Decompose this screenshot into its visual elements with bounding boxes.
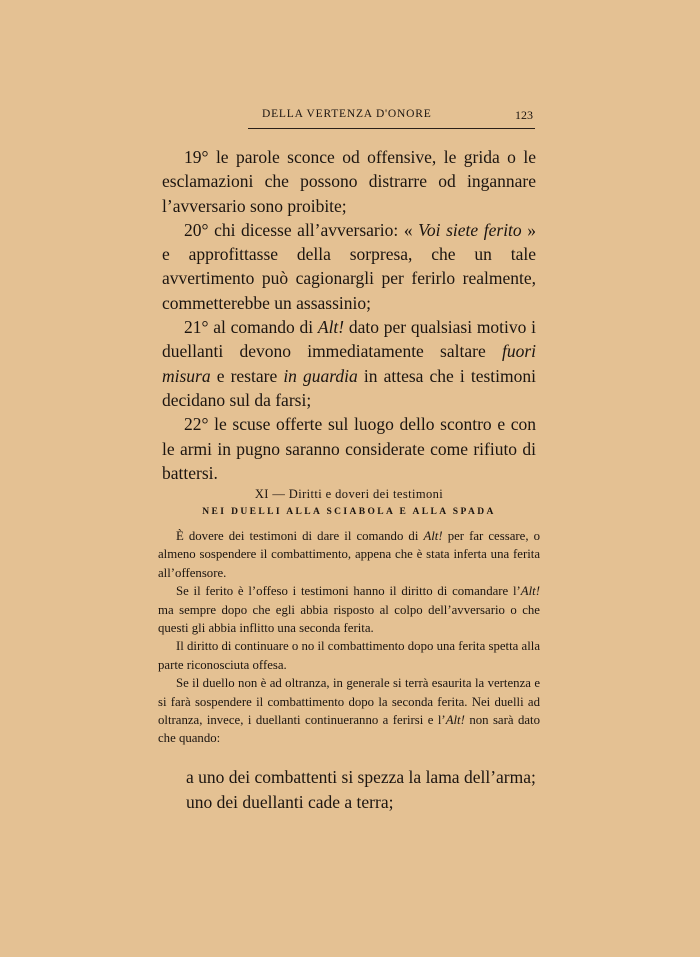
paragraph: Il diritto di continuare o no il combattimento dopo una ferita spetta alla parte riconosciuta offesa.: [158, 639, 540, 672]
rule-number: 19°: [184, 147, 209, 167]
rule-21: 21° al comando di Alt! dato per qualsiasi motivo i duellanti devono immediatamente saltare fuori misura e restare in guardia in attesa che i testimoni decidano sul da farsi;: [162, 317, 537, 410]
list-item: a uno dei combattenti si spezza la lama dell’arma;: [186, 767, 536, 787]
section-title: XI — Diritti e doveri dei testimoni: [254, 487, 444, 501]
condition-list: [186, 765, 546, 815]
rule-22: 22° le scuse offerte sul luogo dello scontro e con le armi in pugno saranno considerate come rifiuto di battersi.: [162, 414, 536, 483]
rules-list: [162, 145, 536, 485]
running-header: [248, 108, 535, 129]
rule-number: 22°: [184, 414, 209, 435]
header-title: DELLA VERTENZA D'ONORE: [262, 108, 432, 120]
paragraph: È dovere dei testimoni di dare il comando di Alt! per far cessare, o almeno sospendere il combattimento, appena che è stata inferta una ferita all’offensore.: [158, 529, 540, 580]
section-heading: [162, 485, 536, 521]
page-number: 123: [515, 108, 533, 122]
list-item: uno dei duellanti cade a terra;: [186, 792, 394, 812]
rule-number: 21°: [184, 317, 209, 338]
paragraph: Se il duello non è ad oltranza, in generale si terrà esaurita la vertenza e si farà sospendere il combattimento dopo la seconda ferita. Nei duelli ad oltranza, invece, i duellanti continueranno a ferirsi e l’Alt! non sarà dato che quando:: [158, 676, 540, 746]
paragraph: Se il ferito è l’offeso i testimoni hanno il diritto di comandare l’Alt! ma sempre dopo che egli abbia risposto al colpo dell’avversario o che questi gli abbia inflitto una seconda ferita.: [158, 584, 540, 636]
section-subtitle: NEI DUELLI ALLA SCIABOLA E ALLA SPADA: [202, 507, 496, 517]
rule-20: 20° chi dicesse all’avversario: « Voi siete ferito » e approfittasse della sorpresa, che un tale avvertimento può cagionargli per ferirlo realmente, commetterebbe un assassinio;: [162, 219, 537, 313]
rule-number: 20°: [184, 219, 209, 240]
rule-19: 19° le parole sconce od offensive, le grida o le esclamazioni che possono distrarre od ingannare l’avversario sono proibite;: [162, 147, 536, 216]
body-text: [158, 527, 540, 748]
